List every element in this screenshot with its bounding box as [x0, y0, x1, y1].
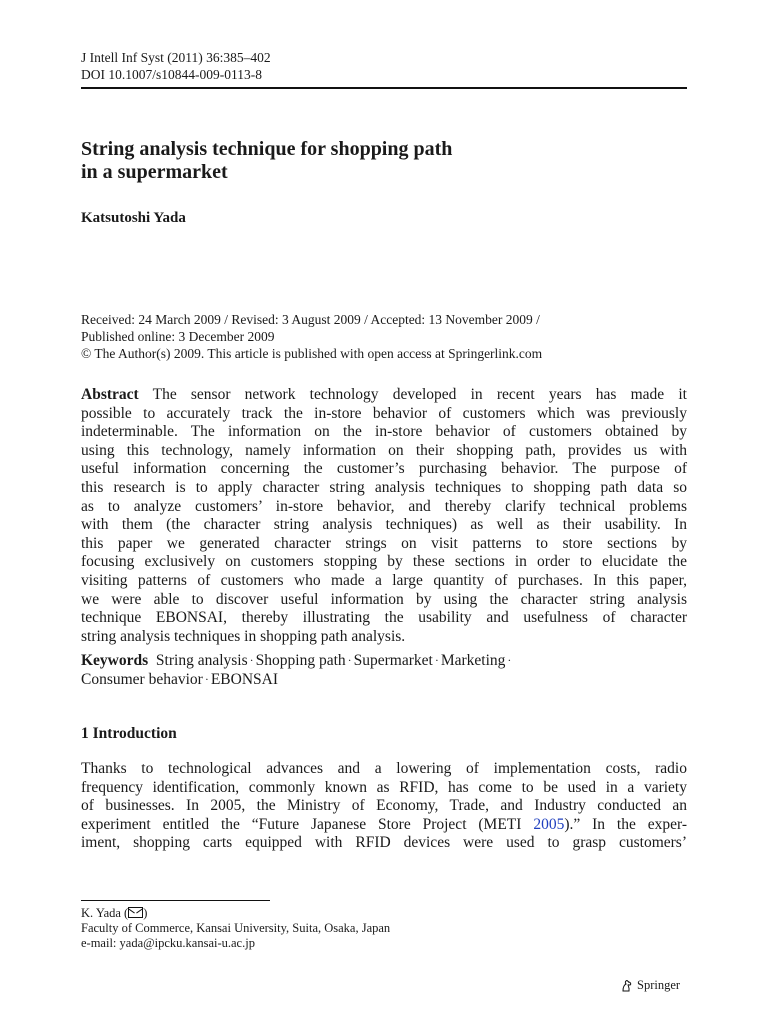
abstract-label: Abstract — [81, 386, 139, 403]
abstract-line: as to analyze customers’ in-store behavior, and thereby clarify technical problems — [81, 497, 687, 515]
abstract-line: visiting patterns of customers who made a large quantity of purchases. In this paper, — [81, 571, 687, 589]
journal-header — [81, 49, 271, 83]
abstract-line: useful information concerning the customer’s purchasing behavior. The purpose of — [81, 460, 687, 478]
keyword-separator: · — [249, 653, 254, 667]
introduction-text — [81, 760, 687, 853]
abstract-line-1 — [81, 386, 687, 405]
keyword-item: Supermarket — [353, 652, 433, 669]
keywords-label: Keywords — [81, 652, 149, 669]
abstract-line: this paper we generated character strings on visit patterns to store sections by — [81, 534, 687, 552]
footnote-name-line — [81, 906, 390, 921]
title-line-2: in a supermarket — [81, 161, 228, 183]
title-line-1: String analysis technique for shopping path — [81, 138, 453, 160]
intro-line: of businesses. In 2005, the Ministry of Economy, Trade, and Industry conducted an — [81, 797, 687, 815]
keyword-separator: · — [507, 653, 512, 667]
intro-text: experiment entitled the “Future Japanese Store Project (METI — [81, 815, 534, 833]
keyword-separator: · — [434, 653, 439, 667]
footnote-rule — [81, 900, 270, 901]
dates-published: Published online: 3 December 2009 — [81, 329, 275, 344]
keyword-item: String analysis — [155, 652, 248, 669]
keyword-separator: · — [204, 671, 209, 686]
intro-line — [81, 816, 687, 835]
keyword-separator: · — [347, 653, 352, 667]
abstract-line: string analysis techniques in shopping path analysis. — [81, 627, 406, 645]
abstract-line: possible to accurately track the in-store behavior of customers which was previously — [81, 404, 687, 422]
springer-horse-icon — [620, 979, 634, 993]
keyword-item: EBONSAI — [210, 670, 278, 688]
abstract-line: technique EBONSAI, thereby illustrating the usability and usefulness of character — [81, 609, 687, 627]
author-footnote — [81, 906, 390, 951]
footnote-author: K. Yada ( — [81, 906, 129, 920]
copyright-notice: © The Author(s) 2009. This article is published with open access at Springerlink.com — [81, 346, 543, 361]
intro-line: frequency identification, commonly known as RFID, has come to be used in a variety — [81, 778, 687, 796]
footnote-affiliation: Faculty of Commerce, Kansai University, Suita, Osaka, Japan — [81, 921, 391, 935]
envelope-icon[interactable] — [128, 907, 143, 918]
intro-text: ).” In the exper- — [564, 815, 687, 833]
dates-received: Received: 24 March 2009 / Revised: 3 August 2009 / Accepted: 13 November 2009 / — [81, 312, 540, 327]
header-rule — [81, 87, 687, 89]
author-name: Katsutoshi Yada — [81, 210, 186, 226]
publisher-name: Springer — [637, 978, 681, 992]
intro-line: iment, shopping carts equipped with RFID devices were used to grasp customers’ — [81, 834, 687, 852]
section-number: 1 — [81, 725, 89, 742]
abstract — [81, 386, 687, 646]
keywords-line-2 — [81, 671, 687, 690]
intro-line: Thanks to technological advances and a lowering of implementation costs, radio — [81, 760, 687, 777]
citation-link[interactable]: 2005 — [533, 815, 565, 833]
abstract-line: focusing exclusively on customers stopping by these sections in order to elucidate the — [81, 553, 687, 571]
journal-citation: J Intell Inf Syst (2011) 36:385–402 — [81, 50, 271, 65]
keyword-item: Consumer behavior — [81, 670, 203, 688]
springer-logo — [620, 978, 680, 993]
keyword-item: Shopping path — [255, 652, 346, 669]
abstract-line: indeterminable. The information on the in-store behavior of customers obtained by — [81, 423, 687, 441]
abstract-line: with them (the character string analysis techniques) as well as their usability. In — [81, 516, 687, 534]
abstract-line: using this technology, namely information on their shopping path, provides us with — [81, 441, 687, 459]
keywords-line-1 — [81, 652, 687, 671]
publication-dates — [81, 311, 687, 362]
abstract-line: we were able to discover useful information by using the character string analysis — [81, 590, 687, 608]
keywords — [81, 652, 687, 689]
abstract-line: this research is to apply character string analysis techniques to shopping path data so — [81, 478, 687, 496]
abstract-text: The sensor network technology developed in recent years has made it — [138, 386, 687, 403]
section-title: Introduction — [92, 725, 177, 742]
paper-title — [81, 138, 641, 184]
doi-link[interactable]: DOI 10.1007/s10844-009-0113-8 — [81, 67, 262, 82]
footnote-email[interactable]: e-mail: yada@ipcku.kansai-u.ac.jp — [81, 936, 255, 950]
footnote-paren: ) — [143, 906, 148, 920]
keyword-item: Marketing — [440, 652, 506, 669]
section-heading — [81, 725, 177, 743]
